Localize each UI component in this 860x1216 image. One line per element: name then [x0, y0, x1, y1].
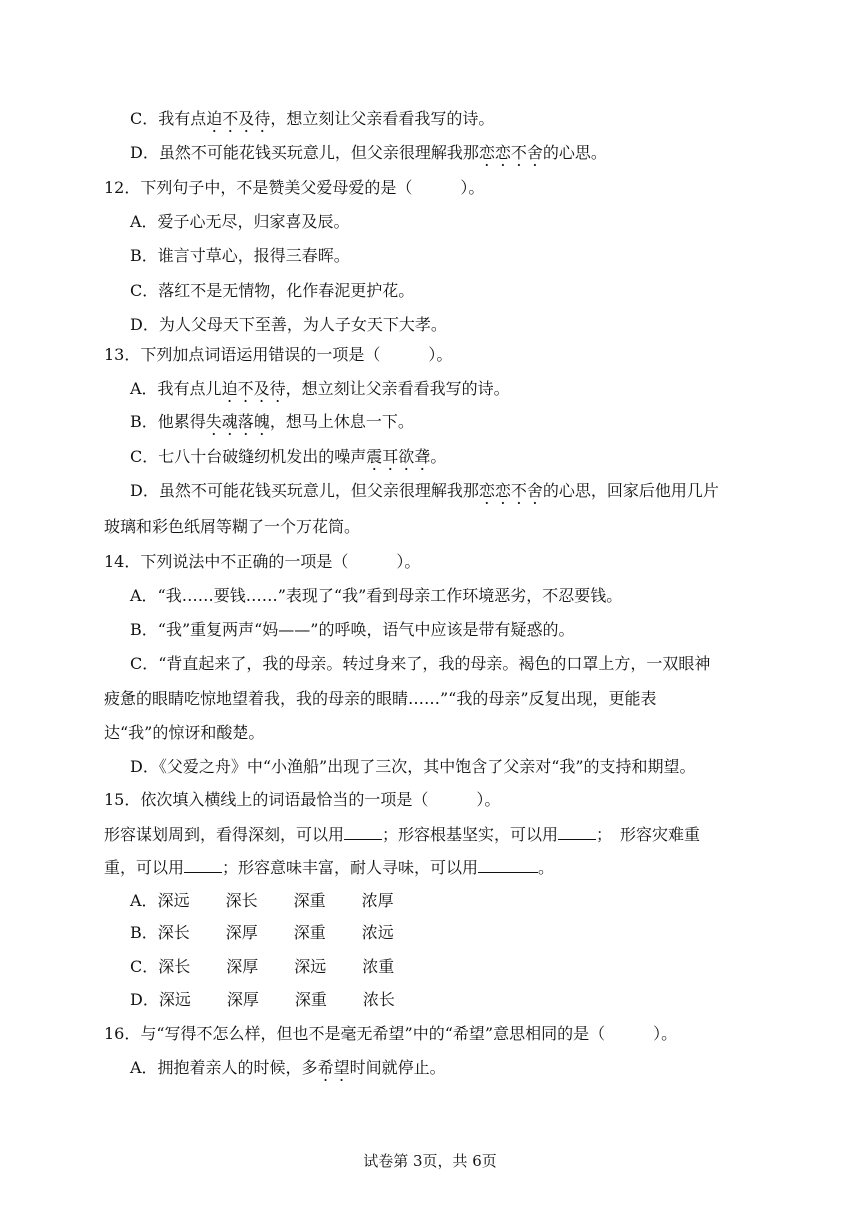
q16-option-a: A．拥抱着亲人的时候，多希望时间就停止。: [130, 1058, 446, 1077]
emphasis-char: 迫: [221, 379, 238, 398]
page-footer: 试卷第 3页，共 6页: [363, 1152, 497, 1170]
emphasis-char: 聋: [414, 447, 431, 466]
emphasis-char: 失: [205, 412, 222, 431]
q15-sentence-line1: [104, 823, 700, 846]
q14-option-d: D．《父爱之舟》中“小渔船”出现了三次，其中饱含了父亲对“我”的支持和期望。: [130, 757, 696, 776]
q14-option-c-line1: C．“背直起来了，我的母亲。转过身来了，我的母亲。褐色的口罩上方，一双眼神: [130, 654, 711, 673]
q12-option-b: B．谁言寸草心，报得三春晖。: [130, 246, 350, 265]
emphasis-char: 恋: [478, 143, 495, 162]
option-word: 深重: [293, 891, 326, 910]
emphasis-char: 待: [269, 379, 286, 398]
option-word: 深远: [157, 891, 190, 910]
q14-option-c-line2: 疲惫的眼睛吃惊地望着我，我的母亲的眼睛……”“我的母亲”反复出现，更能表: [104, 689, 657, 708]
option-label: D．: [130, 990, 159, 1009]
q14-option-b: B．“我”重复两声“妈——”的呼唤，语气中应该是带有疑惑的。: [130, 620, 575, 639]
q13-option-d-line2: 玻璃和彩色纸屑等糊了一个万花筒。: [104, 517, 361, 536]
emphasis-char: 希: [317, 1058, 334, 1077]
emphasis-char: 恋: [478, 481, 495, 500]
emphasis-char: 望: [333, 1058, 350, 1077]
q15-text: ；形容根基坚实，可以用: [382, 825, 559, 844]
option-word: 浓长: [362, 990, 395, 1009]
option-word: 深长: [158, 957, 191, 976]
q12-option-a: A．爱子心无尽，归家喜及辰。: [130, 212, 350, 231]
emphasis-char: 魄: [253, 412, 270, 431]
question-16: 16．与“写得不怎么样，但也不是毫无希望”中的“希望”意思相同的是（ ）。: [104, 1024, 678, 1043]
option-word: 深远: [294, 957, 327, 976]
q15-option-b: [130, 922, 430, 944]
emphasis-char: 欲: [398, 447, 415, 466]
emphasis-char: 不: [237, 379, 254, 398]
option-word: 浓远: [361, 923, 394, 942]
emphasis-char: 恋: [494, 481, 511, 500]
option-word: 深厚: [226, 990, 259, 1009]
q13-option-b: B．他累得失魂落魄，想马上休息一下。: [130, 412, 414, 431]
q14-option-a: A．“我……要钱……”表现了“我”看到母亲工作环境恶劣，不忍要钱。: [130, 586, 623, 605]
q13-option-d-line1: D．虽然不可能花钱买玩意儿，但父亲很理解我那恋恋不舍的心思，回家后他用几片: [130, 481, 719, 500]
q15-text: ；形容意味丰富，耐人寻味，可以用: [222, 858, 479, 877]
emphasis-char: 舍: [526, 481, 543, 500]
blank-4: [478, 856, 538, 873]
emphasis-char: 震: [366, 447, 383, 466]
option-word: 深重: [293, 923, 326, 942]
option-word: 浓重: [362, 957, 395, 976]
option-c-prev: C．我有点迫不及待，想立刻让父亲看看我写的诗。: [130, 109, 495, 128]
q15-option-a: [130, 890, 430, 912]
option-word: 深长: [157, 923, 190, 942]
option-label: B．: [130, 923, 158, 942]
q15-text: 重，可以用: [104, 858, 185, 877]
emphasis-char: 舍: [526, 143, 543, 162]
question-14: 14．下列说法中不正确的一项是（ ）。: [104, 552, 421, 571]
question-13: 13．下列加点词语运用错误的一项是（ ）。: [104, 345, 453, 364]
emphasis-char: 待: [254, 109, 271, 128]
q12-option-d: D．为人父母天下至善，为人子女天下大孝。: [130, 315, 447, 334]
option-word: 深长: [225, 891, 258, 910]
emphasis-char: 不: [510, 481, 527, 500]
emphasis-char: 及: [238, 109, 255, 128]
q15-option-c: [130, 956, 430, 978]
emphasis-char: 恋: [494, 143, 511, 162]
q13-option-c: C．七八十台破缝纫机发出的噪声震耳欲聋。: [130, 447, 447, 466]
option-word: 深厚: [225, 923, 258, 942]
option-word: 深远: [158, 990, 191, 1009]
emphasis-char: 不: [222, 109, 239, 128]
option-label: A．: [130, 891, 158, 910]
emphasis-char: 耳: [382, 447, 399, 466]
q15-text: ； 形容灾难重: [596, 825, 701, 844]
question-12: 12．下列句子中，不是赞美父爱母爱的是（ ）。: [104, 178, 485, 197]
q15-text: 。: [538, 858, 555, 877]
emphasis-char: 不: [510, 143, 527, 162]
option-d-prev: D．虽然不可能花钱买玩意儿，但父亲很理解我那恋恋不舍的心思。: [130, 143, 607, 162]
option-label: C．: [130, 957, 159, 976]
blank-1: [344, 823, 382, 840]
q13-option-a: A．我有点儿迫不及待，想立刻让父亲看看我写的诗。: [130, 379, 510, 398]
blank-2: [558, 823, 596, 840]
emphasis-char: 魂: [221, 412, 238, 431]
q15-text: 形容谋划周到，看得深刻，可以用: [104, 825, 345, 844]
emphasis-char: 落: [237, 412, 254, 431]
option-word: 深重: [294, 990, 327, 1009]
option-word: 浓厚: [361, 891, 394, 910]
q12-option-c: C．落红不是无情物，化作春泥更护花。: [130, 281, 415, 300]
blank-3: [184, 856, 222, 873]
q14-option-c-line3: 达“我”的惊讶和酸楚。: [104, 723, 265, 742]
option-word: 深厚: [226, 957, 259, 976]
emphasis-char: 迫: [206, 109, 223, 128]
question-15: 15．依次填入横线上的词语最恰当的一项是（ ）。: [104, 790, 501, 809]
emphasis-char: 及: [253, 379, 270, 398]
q15-option-d: [130, 989, 431, 1011]
q15-sentence-line2: [104, 856, 554, 879]
